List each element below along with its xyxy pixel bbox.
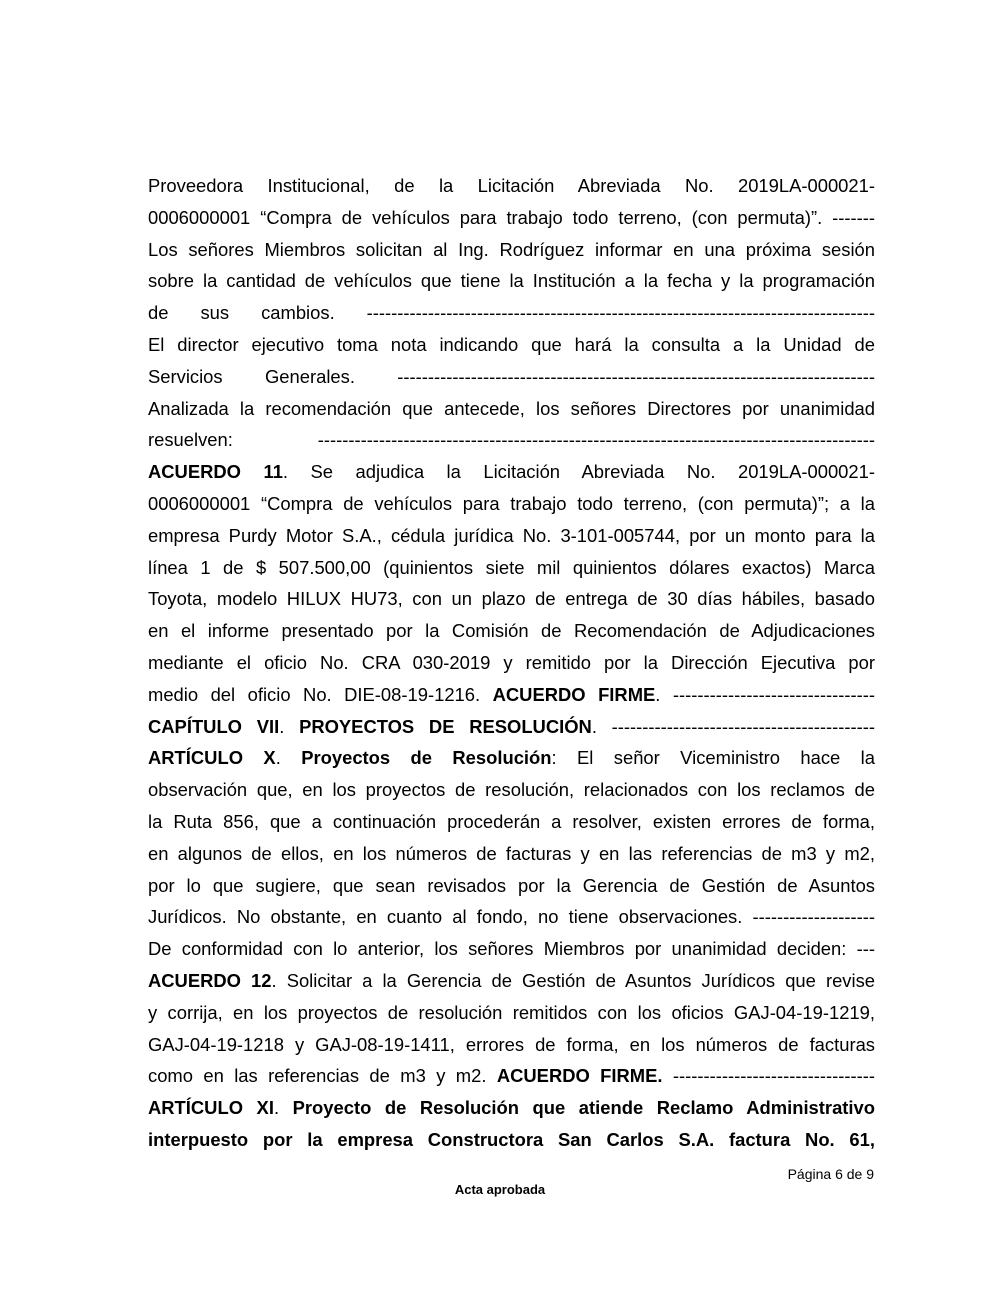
- text-line: [148, 742, 875, 774]
- text-segment: en algunos de ellos, en los números de facturas y en las referencias de m3 y m2,: [148, 842, 875, 864]
- text-segment: Servicios Generales. ------------------------------------------------------------------------------: [148, 365, 875, 387]
- text-line: [148, 647, 875, 679]
- text-line: [148, 838, 875, 870]
- text-line: [148, 615, 875, 647]
- document-body: [148, 170, 875, 1156]
- text-segment: Jurídicos. No obstante, en cuanto al fondo, no tiene observaciones. --------------------: [148, 906, 875, 928]
- text-segment: Analizada la recomendación que antecede, los señores Directores por unanimidad: [148, 397, 875, 419]
- bold-text: CAPÍTULO VII: [148, 715, 280, 737]
- text-segment: ---------------------------------: [662, 1065, 875, 1087]
- text-line: [148, 329, 875, 361]
- bold-text: interpuesto por la empresa Constructora San Carlos S.A. factura No. 61,: [148, 1128, 875, 1150]
- text-line: [148, 774, 875, 806]
- text-line: [148, 552, 875, 584]
- text-segment: Toyota, modelo HILUX HU73, con un plazo de entrega de 30 días hábiles, basado: [148, 588, 875, 610]
- bold-text: ACUERDO FIRME.: [496, 1065, 663, 1087]
- text-segment: línea 1 de $ 507.500,00 (quinientos siete mil quinientos dólares exactos) Marca: [148, 556, 875, 578]
- text-segment: y corrija, en los proyectos de resolución remitidos con los oficios GAJ-04-19-1219,: [148, 1001, 875, 1023]
- bold-text: ARTÍCULO X: [148, 747, 276, 769]
- text-line: [148, 901, 875, 933]
- bold-text: Proyectos de Resolución: [301, 747, 552, 769]
- text-line: [148, 170, 875, 202]
- text-line: [148, 297, 875, 329]
- bold-text: Proyecto de Resolución que atiende Reclamo Administrativo: [292, 1097, 875, 1119]
- text-segment: .: [279, 715, 300, 737]
- text-segment: como en las referencias de m3 y m2.: [148, 1065, 497, 1087]
- bold-text: ACUERDO FIRME: [492, 683, 656, 705]
- text-line: [148, 870, 875, 902]
- bold-text: ARTÍCULO XI: [148, 1097, 274, 1119]
- text-line: [148, 1029, 875, 1061]
- text-segment: por lo que sugiere, que sean revisados por la Gerencia de Gestión de Asuntos: [148, 874, 875, 896]
- text-segment: empresa Purdy Motor S.A., cédula jurídica No. 3-101-005744, por un monto para la: [148, 524, 875, 546]
- text-segment: la Ruta 856, que a continuación procederán a resolver, existen errores de forma,: [148, 810, 875, 832]
- text-segment: De conformidad con lo anterior, los señores Miembros por unanimidad deciden: ---: [148, 938, 875, 960]
- text-segment: : El señor Viceministro hace la: [551, 747, 875, 769]
- text-segment: . Se adjudica la Licitación Abreviada No. 2019LA-000021-: [282, 461, 875, 483]
- text-line: [148, 997, 875, 1029]
- text-line: [148, 520, 875, 552]
- text-line: [148, 965, 875, 997]
- text-segment: medio del oficio No. DIE-08-19-1216.: [148, 683, 493, 705]
- text-line: [148, 488, 875, 520]
- text-segment: . -------------------------------------------: [591, 715, 875, 737]
- text-line: [148, 265, 875, 297]
- text-segment: El director ejecutivo toma nota indicando que hará la consulta a la Unidad de: [148, 333, 875, 355]
- text-line: [148, 393, 875, 425]
- text-segment: mediante el oficio No. CRA 030-2019 y remitido por la Dirección Ejecutiva por: [148, 651, 875, 673]
- text-line: [148, 1124, 875, 1156]
- text-segment: observación que, en los proyectos de resolución, relacionados con los reclamos de: [148, 779, 875, 801]
- text-segment: . ---------------------------------: [655, 683, 875, 705]
- text-line: [148, 1060, 875, 1092]
- text-segment: de sus cambios. -----------------------------------------------------------------------------------: [148, 302, 875, 324]
- text-line: [148, 933, 875, 965]
- text-segment: .: [275, 747, 302, 769]
- text-segment: .: [273, 1097, 293, 1119]
- text-line: [148, 711, 875, 743]
- text-line: [148, 456, 875, 488]
- text-line: [148, 361, 875, 393]
- text-segment: GAJ-04-19-1218 y GAJ-08-19-1411, errores de forma, en los números de facturas: [148, 1033, 875, 1055]
- text-segment: . Solicitar a la Gerencia de Gestión de Asuntos Jurídicos que revise: [271, 969, 875, 991]
- text-line: [148, 424, 875, 456]
- text-segment: sobre la cantidad de vehículos que tiene la Institución a la fecha y la programación: [148, 270, 875, 292]
- footer-acta-aprobada: Acta aprobada: [454, 1182, 546, 1197]
- text-line: [148, 583, 875, 615]
- text-line: [148, 806, 875, 838]
- text-segment: en el informe presentado por la Comisión de Recomendación de Adjudicaciones: [148, 620, 875, 642]
- bold-text: ACUERDO 12: [148, 969, 272, 991]
- text-line: [148, 234, 875, 266]
- text-segment: Proveedora Institucional, de la Licitación Abreviada No. 2019LA-000021-: [148, 175, 875, 196]
- text-segment: Los señores Miembros solicitan al Ing. Rodríguez informar en una próxima sesión: [148, 238, 875, 260]
- bold-text: ACUERDO 11: [148, 461, 283, 483]
- text-segment: resuelven: -------------------------------------------------------------------------------------------: [148, 429, 875, 451]
- text-line: [148, 679, 875, 711]
- text-segment: 0006000001 “Compra de vehículos para trabajo todo terreno, (con permuta)”; a la: [148, 492, 875, 514]
- text-line: [148, 202, 875, 234]
- page-number: Página 6 de 9: [787, 1166, 874, 1182]
- text-line: [148, 1092, 875, 1124]
- bold-text: PROYECTOS DE RESOLUCIÓN: [299, 715, 592, 737]
- text-segment: 0006000001 “Compra de vehículos para trabajo todo terreno, (con permuta)”. -------: [148, 206, 875, 228]
